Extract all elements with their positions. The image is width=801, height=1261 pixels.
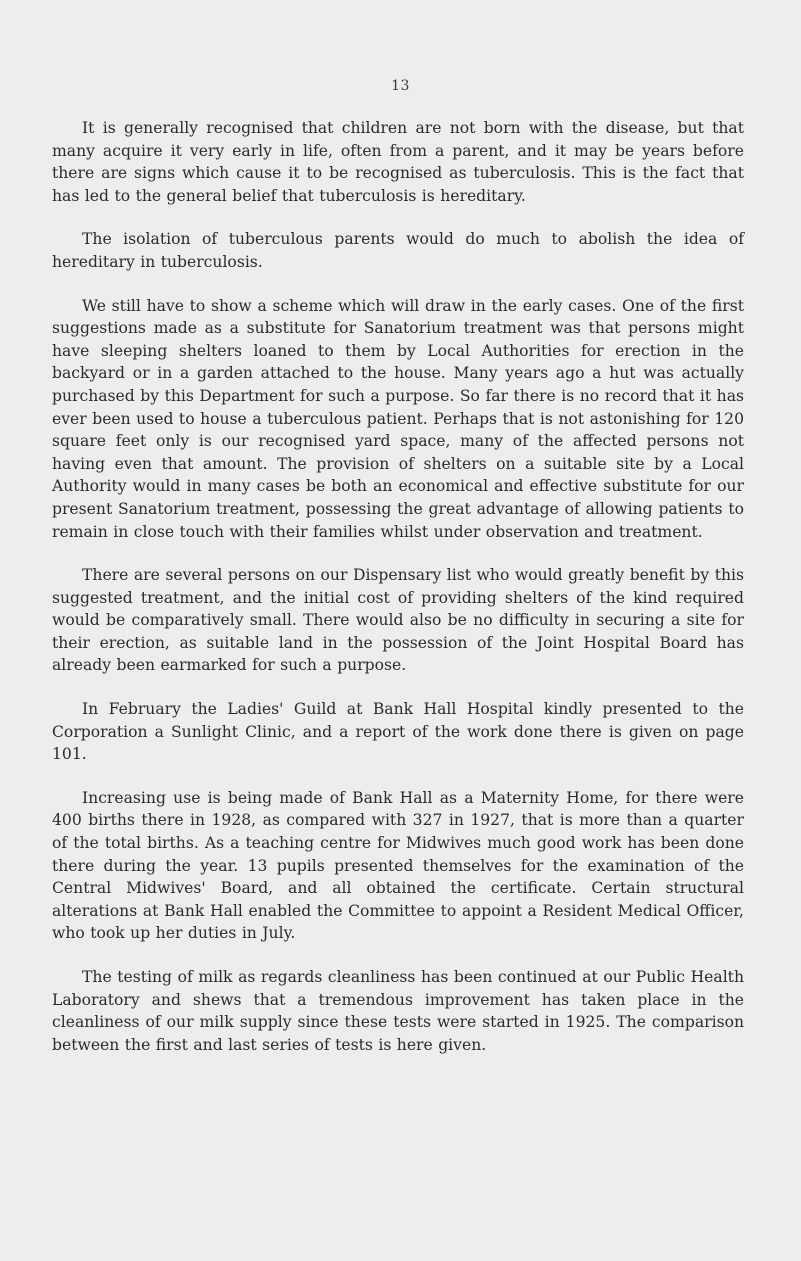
document-body	[52, 117, 744, 1077]
page-number: 13	[391, 78, 410, 94]
paragraph-maternity-home: Increasing use is being made of Bank Hall as a Maternity Home, for there were 400 births there in 1928, as compared with 327 in 1927, that is more than a quarter of the total births. As a teaching centre for Midwives much good work has been done there during the year. 13 pupils presented themselves for the examination of the Central Midwives' Board, and all obtained the certificate. Certain structural alterations at Bank Hall enabled the Committee to appoint a Resident Medical Officer, who took up her duties in July.	[52, 788, 744, 943]
paragraph-dispensary-list: There are several persons on our Dispensary list who would greatly benefit by this suggested treatment, and the initial cost of providing shelters of the kind required would be comparatively small. There would also be no difficulty in securing a site for their erection, as suitable land in the possession of the Joint Hospital Board has already been earmarked for such a purpose.	[52, 566, 744, 675]
paragraph-isolation: The isolation of tuberculous parents would do much to abolish the idea of hereditary in tuberculosis.	[52, 230, 744, 271]
paragraph-sunlight-clinic: In February the Ladies' Guild at Bank Hall Hospital kindly presented to the Corporation a Sunlight Clinic, and a report of the work done there is given on page 101.	[52, 700, 744, 764]
paragraph-sleeping-shelters: We still have to show a scheme which will draw in the early cases. One of the first suggestions made as a substitute for Sanatorium treatment was that persons might have sleeping shelters loaned to them by Local Authorities for erection in the backyard or in a garden attached to the house. Many years ago a hut was actually purchased by this Department for such a purpose. So far there is no record that it has ever been used to house a tuberculous patient. Perhaps that is not astonishing for 120 square feet only is our recognised yard space, many of the affected persons not having even that amount. The provision of shelters on a suitable site by a Local Authority would in many cases be both an economical and effective substitute for our present Sanatorium treatment, possessing the great advantage of allowing patients to remain in close touch with their families whilst under observation and treatment.	[52, 296, 744, 541]
paragraph-hereditary-belief: It is generally recognised that children are not born with the disease, but that many acquire it very early in life, often from a parent, and it may be years before there are signs which cause it to be recognised as tuberculosis. This is the fact that has led to the general belief that tuberculosis is hereditary.	[52, 119, 744, 205]
paragraph-milk-testing: The testing of milk as regards cleanliness has been continued at our Public Health Laboratory and shews that a tremendous improvement has taken place in the cleanliness of our milk supply since these tests were started in 1925. The comparison between the first and last series of tests is here given.	[52, 968, 744, 1054]
